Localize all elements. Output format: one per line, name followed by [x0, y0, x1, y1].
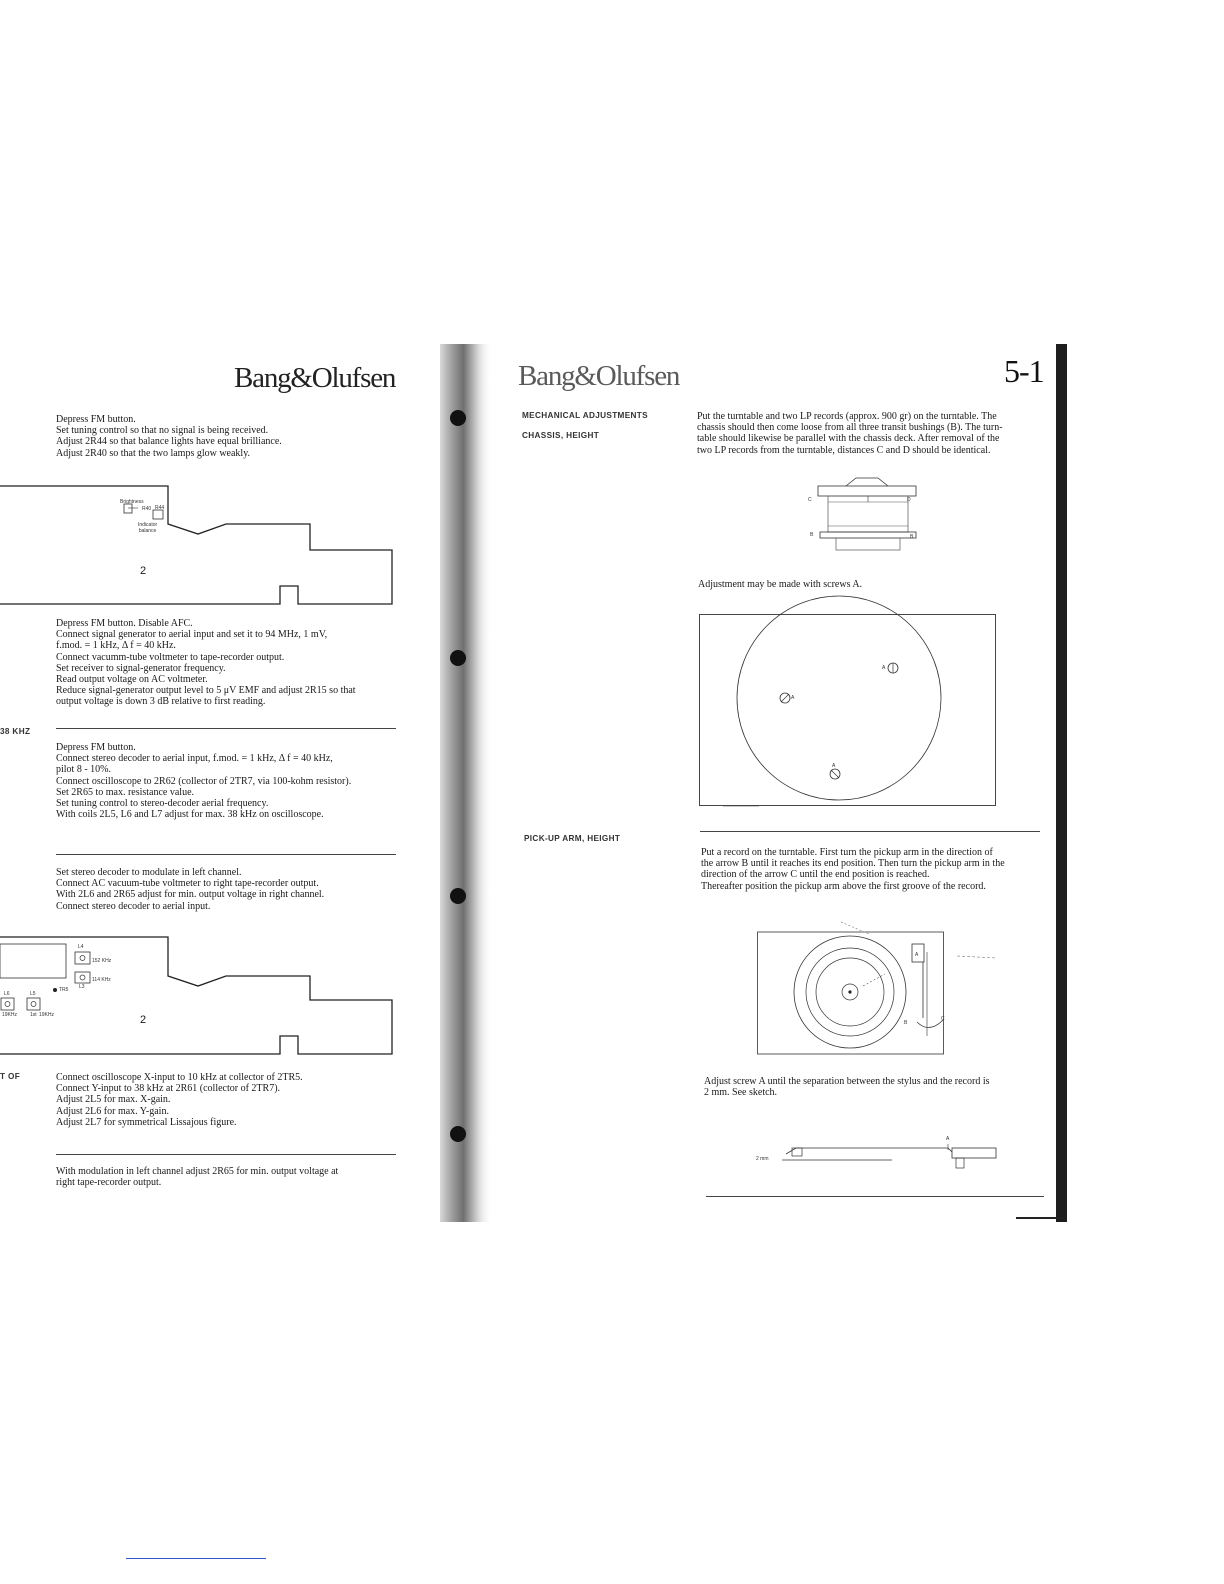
- divider-right-2: [706, 1196, 1044, 1197]
- label-l6-freq: 19KHz: [2, 1012, 18, 1018]
- screws-top-view-figure: [699, 614, 999, 810]
- screws-text: Adjustment may be made with screws A.: [698, 579, 863, 590]
- right-bottom-mark: [1016, 1217, 1064, 1219]
- section-channel-separation: Set stereo decoder to modulate in left channel. Connect AC vacuum-tube voltmeter to right tape-recorder output. With 2L6 and 2R65 adjust for min. output voltage in right channel. Connect stereo decoder to aerial input.: [56, 867, 325, 912]
- label-38khz: 38 KHZ: [0, 727, 31, 736]
- label-l4: L4: [78, 944, 84, 950]
- bottom-blue-line: [126, 1558, 266, 1559]
- label-l5: L5: [30, 991, 36, 997]
- divider-2: [56, 854, 396, 855]
- chassis-label-b1: B: [810, 532, 814, 538]
- screw-label-a3: A: [832, 763, 836, 769]
- pickup-label-c: C: [941, 1016, 945, 1022]
- binding-spine: [436, 344, 496, 1222]
- divider-right-1: [700, 831, 1040, 832]
- label-114khz: 114 KHz: [92, 977, 111, 983]
- screw-a-text: Adjust screw A until the separation between the stylus and the record is 2 mm. See sketch.: [704, 1076, 990, 1099]
- section-lissajous: Connect oscilloscope X-input to 10 kHz at collector of 2TR5. Connect Y-input to 38 kHz at 2R61 (collector of 2TR7). Adjust 2L5 for max. X-gain. Adjust 2L6 for max. Y-gain. Adjust 2L7 for symmetrical Lissajous figure.: [56, 1072, 303, 1128]
- label-152khz: 152 KHz: [92, 958, 112, 964]
- pcb-outline-1: [0, 480, 400, 610]
- right-brand-logo: Bang&Olufsen: [518, 360, 680, 392]
- label-tr5: TR5: [59, 987, 69, 993]
- stylus-label-gap: 2 mm: [756, 1156, 769, 1162]
- right-edge-bar: [1056, 344, 1067, 1222]
- board2-number: 2: [140, 1014, 147, 1026]
- label-brightness: Brightness: [120, 499, 144, 505]
- chassis-label-c: C: [808, 497, 812, 503]
- pickup-label-a: A: [915, 952, 919, 958]
- left-brand-logo: Bang&Olufsen: [234, 362, 396, 394]
- stylus-height-figure: [752, 1138, 1002, 1172]
- screw-label-a1: A: [882, 665, 886, 671]
- pickup-label-b: B: [904, 1020, 908, 1026]
- section-stereo-decoder: Depress FM button. Connect stereo decoder to aerial input, f.mod. = 1 kHz, Δ f = 40 kHz, pilot 8 - 10%. Connect oscilloscope to 2R62 (collector of 2TR7, via 100-kohm resistor). Set 2R65 to max. resistance value. Set tuning control to stereo-decoder aerial frequency. With coils 2L5, L6 and L7 adjust for max. 38 kHz on oscilloscope.: [56, 742, 352, 821]
- chassis-label-d: D: [907, 497, 911, 503]
- page-number: 5-1: [1004, 353, 1044, 389]
- chassis-height-text: Put the turntable and two LP records (approx. 900 gr) on the turntable. The chassis should then come loose from all three transit bushings (B). The turn- table should likewise be parallel with the chassis deck. After removal of the two LP records from the turntable, distances C and D should be identical.: [697, 411, 1003, 456]
- label-indicator-balance: Indicator balance: [138, 522, 158, 534]
- divider-1: [56, 728, 396, 729]
- chassis-height-figure: [806, 474, 926, 564]
- pickup-arm-figure: [757, 918, 1007, 1056]
- label-r40: R40: [142, 506, 152, 512]
- label-r44: R44: [155, 505, 165, 511]
- heading-mechanical-adjustments: MECHANICAL ADJUSTMENTS: [522, 411, 648, 420]
- section-sensitivity: Depress FM button. Disable AFC. Connect signal generator to aerial input and set it to 94 MHz, 1 mV, f.mod. = 1 kHz, Δ f = 40 kHz. Connect vacumm-tube voltmeter to tape-recorder output. Set receiver to signal-generator frequency. Read output voltage on AC voltmeter. Reduce signal-generator output level to 5 μV EMF and adjust 2R15 so that output voltage is down 3 dB relative to first reading.: [56, 618, 356, 708]
- label-l5-freq: 19KHz: [39, 1012, 55, 1018]
- board1-number: 2: [140, 565, 147, 577]
- heading-chassis-height: CHASSIS, HEIGHT: [522, 431, 600, 440]
- section-left-channel: With modulation in left channel adjust 2R65 for min. output voltage at right tape-recorder output.: [56, 1166, 339, 1189]
- divider-3: [56, 1154, 396, 1155]
- label-l6: L6: [4, 991, 10, 997]
- section-balance-lights: Depress FM button. Set tuning control so that no signal is being received. Adjust 2R44 so that balance lights have equal brilliance. Adjust 2R40 so that the two lamps glow weakly.: [56, 414, 282, 459]
- stylus-label-a: A: [946, 1136, 950, 1142]
- label-t-of: T OF: [0, 1072, 21, 1081]
- chassis-label-b2: B: [910, 534, 914, 540]
- screw-label-a2: A: [791, 695, 795, 701]
- label-l3: L3: [79, 984, 85, 990]
- pcb-outline-2: [0, 930, 400, 1060]
- label-l5-prefix: 1st: [30, 1012, 37, 1018]
- heading-pickup-arm-height: PICK-UP ARM, HEIGHT: [524, 834, 621, 843]
- pickup-arm-text: Put a record on the turntable. First turn the pickup arm in the direction of the arrow B until it reaches its end position. Then turn the pickup arm in the direction of the arrow C until the end position is reached. Thereafter position the pickup arm above the first groove of the record.: [701, 847, 1005, 892]
